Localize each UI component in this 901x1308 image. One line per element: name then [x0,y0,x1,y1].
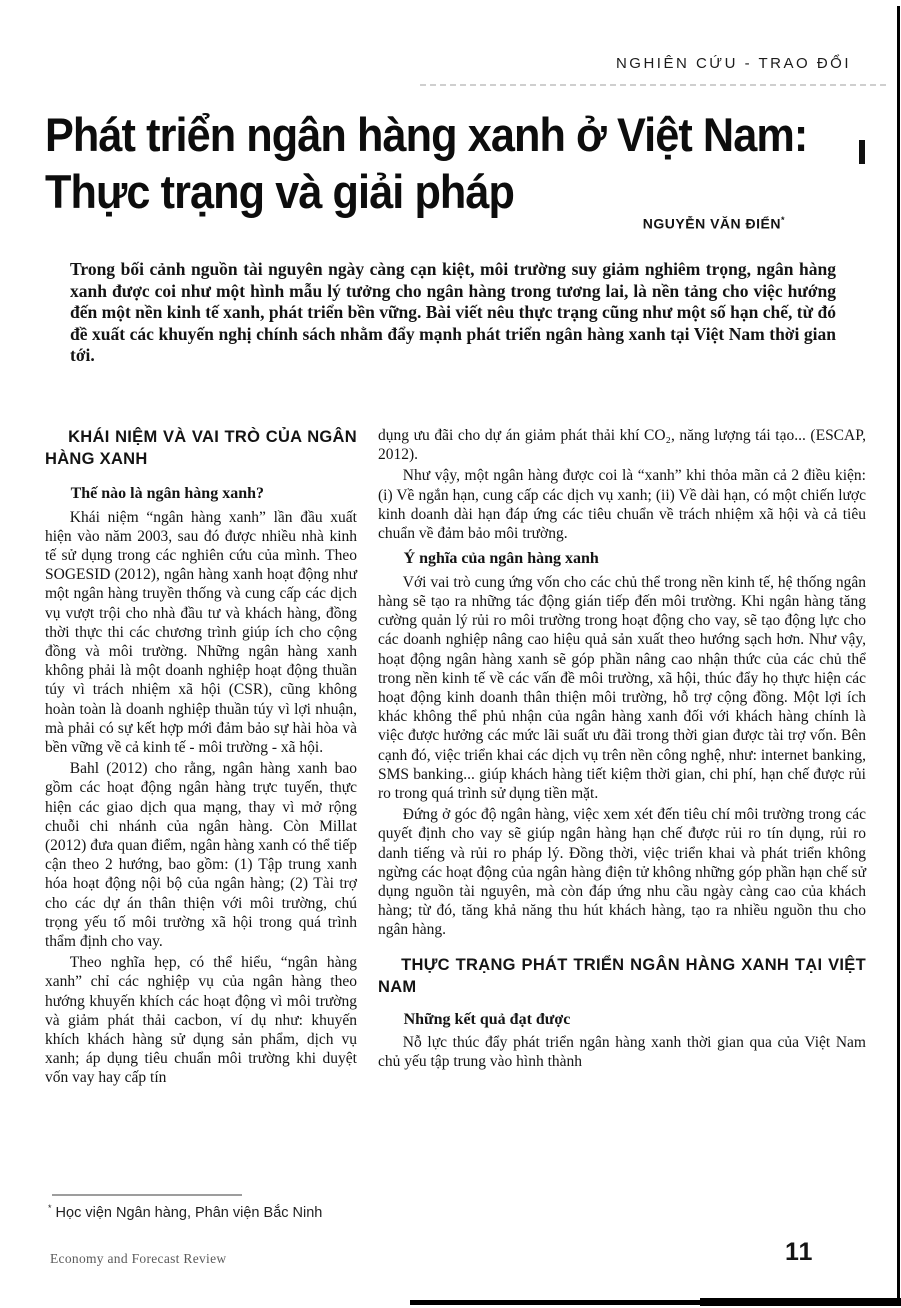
page-number: 11 [785,1238,814,1266]
subheading-achieved-results: Những kết quả đạt được [403,1010,571,1028]
article-title-line2: Thực trạng và giải pháp [45,165,515,218]
article-body [45,426,866,1090]
paragraph: Nỗ lực thúc đẩy phát triển ngân hàng xanh thời gian qua của Việt Nam chủ yếu tập trung vào hình thành [378,1034,866,1071]
scan-edge-line [897,6,900,1306]
footnote-mark: * [48,1203,52,1213]
paragraph: dụng ưu đãi cho dự án giảm phát thải khí CO₂, năng lượng tái tạo... (ESCAP, 2012). [378,427,866,464]
author-affiliation-footnote: * Học viện Ngân hàng, Phân viện Bắc Ninh [48,1203,323,1221]
article-title-line1: Phát triển ngân hàng xanh ở Việt Nam: [45,108,808,161]
subheading-what-is-green-bank: Thế nào là ngân hàng xanh? [70,485,264,502]
paragraph: Bahl (2012) cho rằng, ngân hàng xanh bao gồm các hoạt động ngân hàng trực tuyến, thực hiện các giao dịch qua mạng, thay vì mở rộng chuỗi chi nhánh của ngân hàng. Còn Millat (2012) đưa quan điểm, ngân hàng xanh có thể tiếp cận theo 2 hướng, bao gồm: (1) Tập trung xanh hóa hoạt động nội bộ của ngân hàng; (2) Tài trợ cho các dự án thân thiện với môi trường, chú trọng yếu tố môi trường xã hội trong quá trình thẩm định cho vay. [45,760,357,950]
left-column [45,426,357,1090]
author-name: NGUYỄN VĂN ĐIỂN* [642,215,785,232]
author-footnote-mark: * [780,215,785,225]
journal-name-footer: Economy and Forecast Review [50,1251,227,1266]
paragraph: Với vai trò cung ứng vốn cho các chủ thể trong nền kinh tế, hệ thống ngân hàng sẽ tạo ra những tác động gián tiếp đến môi trường. Khi ngân hàng tăng cường quản lý rủi ro môi trường trong hoạt động cho vay, sẽ tạo động lực cho các doanh nghiệp nâng cao hiệu quả sản xuất theo hướng sạch hơn. Như vậy, hoạt động ngân hàng xanh sẽ góp phần nâng cao nhận thức của các chủ thể trong nền kinh tế về các vấn đề môi trường, xã hội, thúc đẩy họ thực hiện các hoạt động kinh doanh thân thiện môi trường, hỗ trợ cộng đồng. Một lợi ích khác không thể phủ nhận của ngân hàng xanh đối với khách hàng chính là việc được hưởng các mức lãi suất ưu đãi trong thời gian được tài trợ vốn. Bên cạnh đó, việc triển khai các dịch vụ trên nền công nghệ, như: internet banking, SMS banking... giúp khách hàng tiết kiệm thời gian, chi phí, hạn chế được rủi ro trong quá trình sử dụng tiền mặt. [378,573,866,802]
subheading-meaning-of-green-bank: Ý nghĩa của ngân hàng xanh [403,550,599,568]
header-divider-line [420,84,886,86]
right-column [378,426,866,1090]
journal-section-label: NGHIÊN CỨU - TRAO ĐỔI [615,55,851,72]
abstract: Trong bối cảnh nguồn tài nguyên ngày càng cạn kiệt, môi trường suy giảm nghiêm trọng, ngân hàng xanh được coi như một hình mẫu lý tưởng cho ngân hàng trong tương lai, là nền tảng cho việc hướng đến một nền kinh tế xanh, phát triển bền vững. Bài viết nêu thực trạng cũng như một số hạn chế, từ đó đề xuất các khuyến nghị chính sách nhằm đẩy mạnh phát triển ngân hàng xanh tại Việt Nam thời gian tới. [70,259,836,366]
section-heading-current-state: THỰC TRẠNG PHÁT TRIỂN NGÂN HÀNG XANH TẠI VIỆT NAM [378,955,866,996]
paragraph: Theo nghĩa hẹp, có thể hiểu, “ngân hàng xanh” chỉ các nghiệp vụ của ngân hàng theo hướng khuyến khích các hoạt động vì môi trường và giảm phát thải cacbon, ví dụ như: khuyến khích khách hàng sử dụng sản phẩm, dịch vụ xanh; áp dụng tiêu chuẩn môi trường khi duyệt vốn vay hay cấp tín [45,954,357,1087]
paragraph: Đứng ở góc độ ngân hàng, việc xem xét đến tiêu chí môi trường trong các quyết định cho vay sẽ giúp ngân hàng hạn chế được rủi ro tín dụng, rủi ro danh tiếng và rủi ro pháp lý. Đồng thời, việc triển khai và phát triển không ngừng các hoạt động của ngân hàng điện tử không những góp phần hạn chế sử dụng nguồn tài nguyên, mà còn đáp ứng nhu cầu ngày càng cao của khách hàng; từ đó, tăng khả năng thu hút khách hàng, tạo ra nhiều nguồn thu cho ngân hàng. [378,806,866,939]
paragraph: Như vậy, một ngân hàng được coi là “xanh” khi thỏa mãn cả 2 điều kiện: (i) Về ngắn hạn, cung cấp các dịch vụ xanh; (ii) Về dài hạn, có một chiến lược kinh doanh dài hạn đáp ứng các tiêu chuẩn về trách nhiệm xã hội và cả tiêu chuẩn về đảm bảo môi trường. [378,467,866,543]
article-title [45,106,836,220]
section-heading-concept: KHÁI NIỆM VÀ VAI TRÒ CỦA NGÂN HÀNG XANH [45,428,357,468]
footnote-divider-line [52,1194,242,1196]
bottom-scan-bar-thick [700,1298,901,1306]
paragraph: Khái niệm “ngân hàng xanh” lần đầu xuất hiện vào năm 2003, sau đó được nhiều nhà kinh tế sử dụng trong các nghiên cứu của mình. Theo SOGESID (2012), ngân hàng xanh hoạt động như một ngân hàng truyền thống và cung cấp các dịch vụ vượt trội cho nhà đầu tư và khách hàng, đồng thời thực thi các chương trình giúp ích cho cộng đồng và môi trường. Những ngân hàng xanh không phải là một doanh nghiệp hoạt động thuần túy vì trách nhiệm xã hội (CSR), cũng không hoàn toàn là doanh nghiệp thuần túy vì lợi nhuận, mà phải có sự kết hợp mới đảm bảo sự hài hòa và bền vững về cả kinh tế - môi trường - xã hội. [45,508,357,756]
scan-artifact [859,140,865,164]
